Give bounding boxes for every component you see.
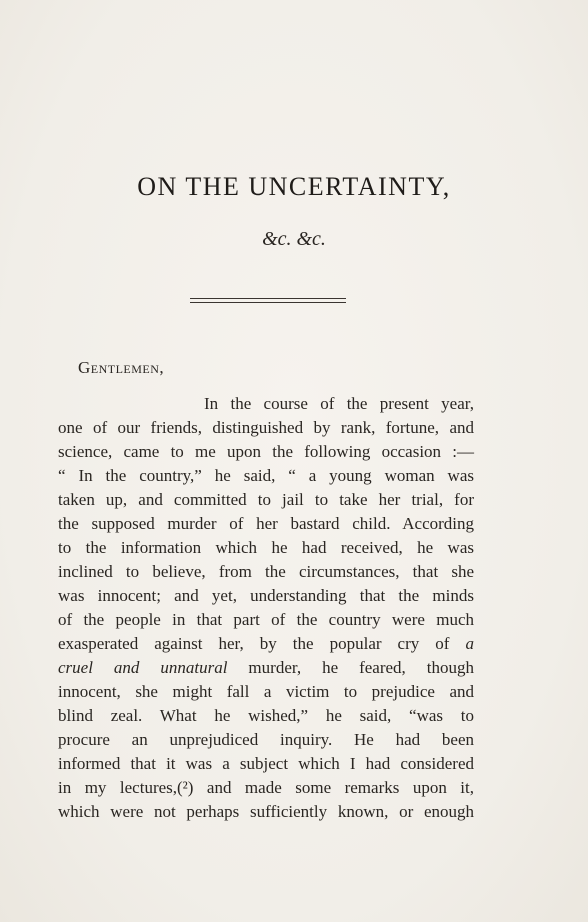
text-line xyxy=(58,416,474,440)
line-text: to the information which he had received, he was xyxy=(58,538,474,557)
text-line xyxy=(58,800,474,824)
line-text: murder, he feared, though xyxy=(227,658,474,677)
body-text xyxy=(58,392,474,824)
line-italic: cruel and unnatural xyxy=(58,658,228,677)
line-italic: a xyxy=(465,634,475,653)
salutation xyxy=(78,358,164,378)
line-text: exasperated against her, by the popular cry of xyxy=(58,634,450,653)
text-line xyxy=(58,560,474,584)
text-line xyxy=(58,536,474,560)
text-line xyxy=(58,632,474,656)
text-line xyxy=(58,656,474,680)
double-rule-bottom xyxy=(190,302,346,303)
chapter-subtitle: &c. &c. xyxy=(262,228,326,250)
line-text: one of our friends, distinguished by rank, fortune, and xyxy=(58,418,474,437)
line-text: was innocent; and yet, understanding that the minds xyxy=(58,586,474,605)
text-line xyxy=(58,584,474,608)
line-text: innocent, she might fall a victim to prejudice and xyxy=(58,682,474,701)
text-line xyxy=(58,680,474,704)
text-line xyxy=(58,464,474,488)
text-line xyxy=(58,776,474,800)
text-line xyxy=(58,608,474,632)
line-text: inclined to believe, from the circumstances, that she xyxy=(58,562,474,581)
line-text: procure an unprejudiced inquiry. He had been xyxy=(58,730,474,749)
text-line xyxy=(58,440,474,464)
text-line xyxy=(58,392,474,416)
line-text: the supposed murder of her bastard child. According xyxy=(58,514,474,533)
text-line xyxy=(58,488,474,512)
line-text: in my lectures,(²) and made some remarks upon it, xyxy=(58,778,474,797)
text-line xyxy=(58,704,474,728)
line-text: science, came to me upon the following occasion :— xyxy=(58,442,474,461)
chapter-title: ON THE UNCERTAINTY, xyxy=(137,172,451,201)
line-text: of the people in that part of the country were much xyxy=(58,610,474,629)
text-line xyxy=(58,512,474,536)
text-line xyxy=(58,752,474,776)
line-text: which were not perhaps sufficiently known, or enough xyxy=(58,802,474,821)
line-text: informed that it was a subject which I had considered xyxy=(58,754,474,773)
line-text: “ In the country,” he said, “ a young woman was xyxy=(58,466,474,485)
line-text: taken up, and committed to jail to take her trial, for xyxy=(58,490,474,509)
line-text: In the course of the present year, xyxy=(204,394,474,413)
double-rule-top xyxy=(190,298,346,299)
salutation-text: Gentlemen, xyxy=(78,358,165,377)
text-line xyxy=(58,728,474,752)
line-text: blind zeal. What he wished,” he said, “was to xyxy=(58,706,474,725)
